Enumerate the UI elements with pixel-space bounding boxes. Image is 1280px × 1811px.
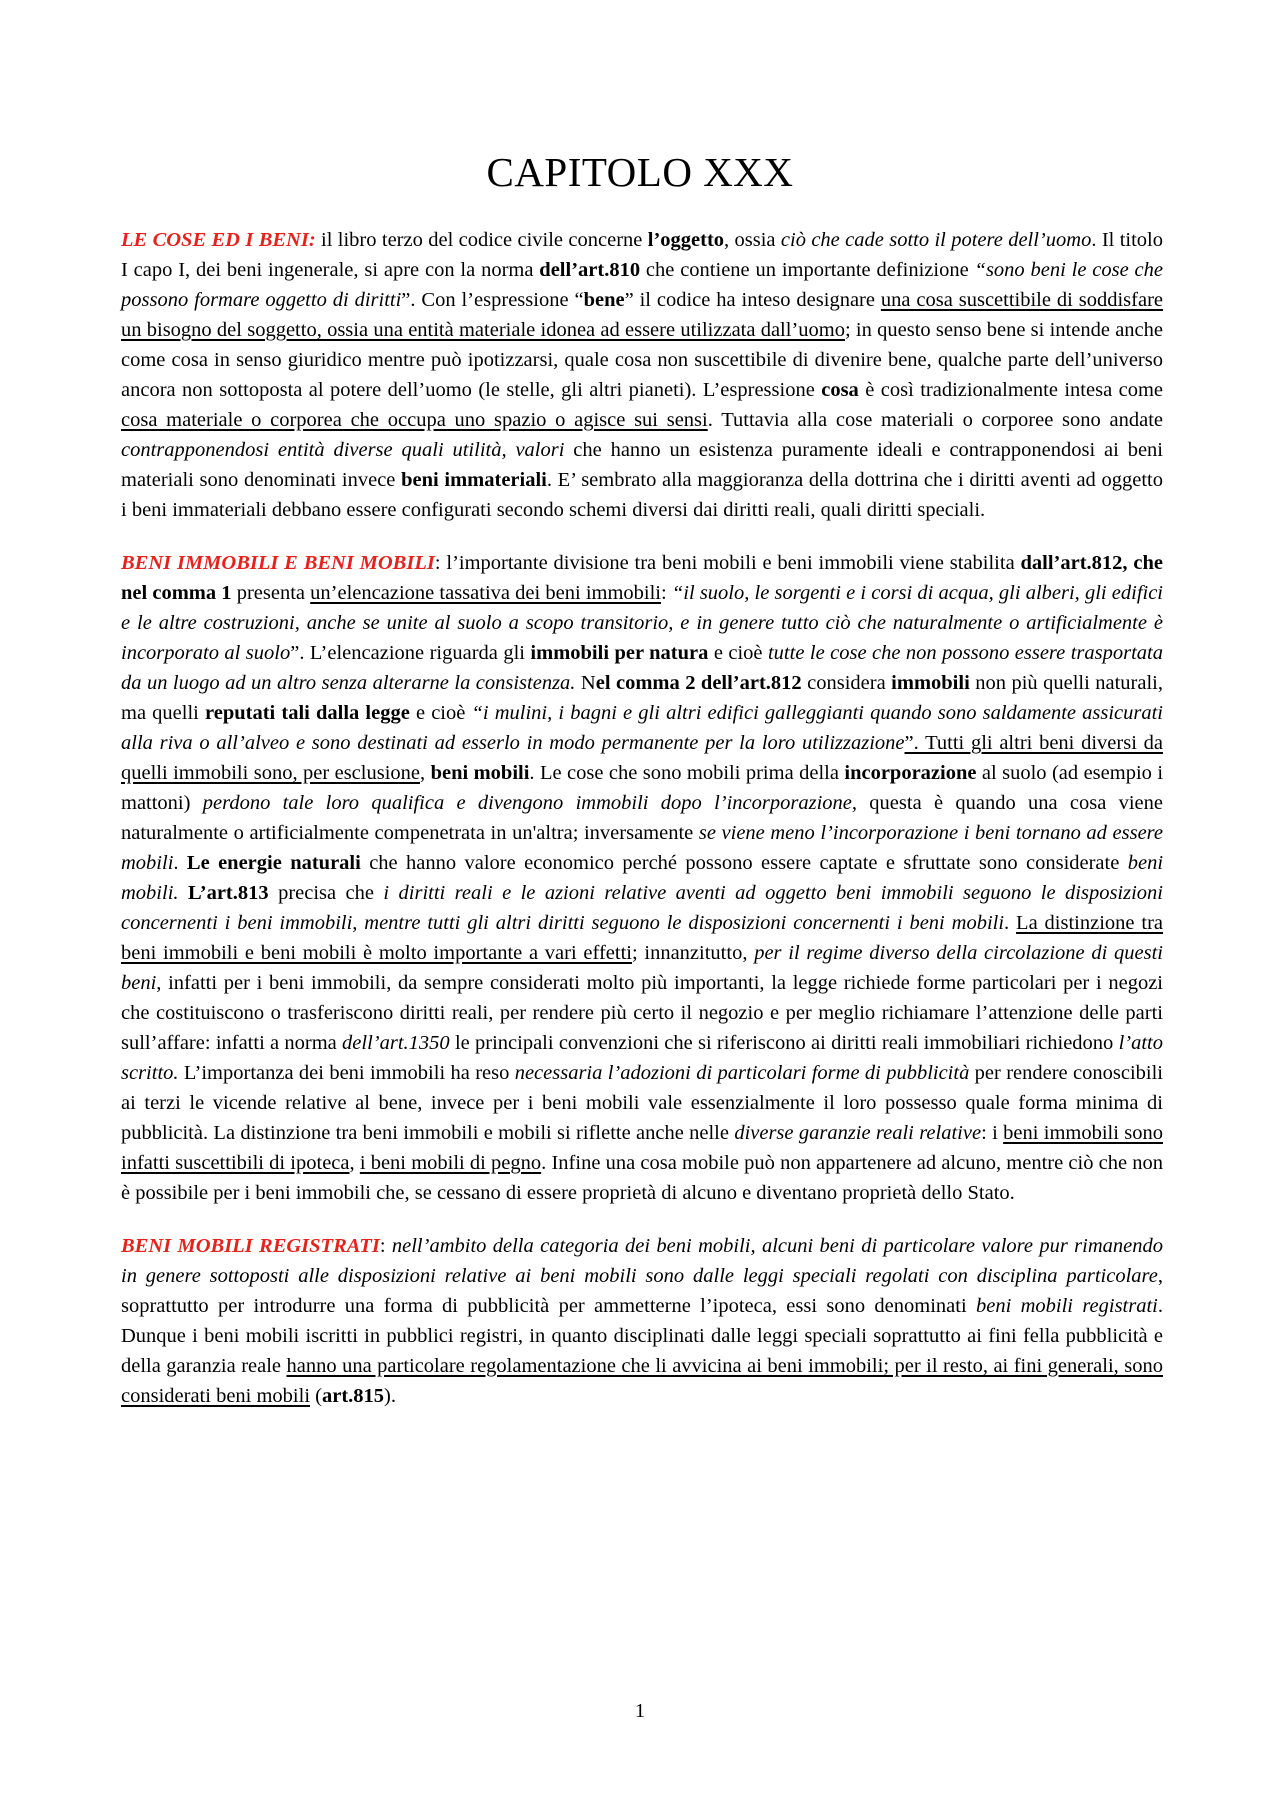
section-heading: LE COSE ED I BENI: [121, 229, 316, 251]
text-run: , ossia [724, 229, 781, 251]
text-run: : i [981, 1122, 1004, 1144]
text-run: . Dunque i beni mobili iscritti in pubblici registri, in quanto disciplinati dalle leggi speciali soprattutto ai fini fella pubblicità e della garanzia reale [121, 1295, 1163, 1377]
italic-run: se viene meno l’incorporazione i beni tornano ad essere mobili [121, 822, 1163, 874]
text-run: . Il titolo I capo I, dei beni ingenerale, si apre con la norma [121, 229, 1164, 281]
text-run: il libro terzo del codice civile concerne [315, 229, 648, 251]
section-heading: BENI MOBILI REGISTRATI [121, 1235, 380, 1257]
italic-run: i diritti reali e le azioni relative aventi ad oggetto beni immobili seguono le disposizioni concernenti i beni immobili, mentre tutti gli altri diritti seguono le disposizioni concernenti i beni mobili [121, 882, 1163, 934]
text-run: al suolo (ad esempio i mattoni) [121, 762, 1164, 814]
bold-run: art.815 [321, 1385, 385, 1407]
text-run: . [1004, 912, 1017, 934]
underlined-run: La distinzione tra beni immobili e beni mobili è molto importante a vari effetti [121, 912, 1164, 964]
paragraph-beni-immobili-e-mobili [121, 548, 1163, 1208]
text-run: , soprattutto per introdurre una forma di pubblicità per ammetterne l’ipoteca, essi sono denominati [121, 1265, 1163, 1317]
bold-run: l’oggetto [647, 229, 725, 251]
text-run: . E’ sembrato alla maggioranza della dottrina che i diritti aventi ad oggetto i beni immateriali debbano essere configurati secondo schemi diversi dai diritti reali, quali diritti speciali. [121, 469, 1163, 521]
italic-run: “il suolo, le sorgenti e i corsi di acqua, gli alberi, gli edifici e le altre costruzioni, anche se unite al suolo a scopo transitorio, e in genere tutto ciò che naturalmente o artificialmente è incorporato al suolo [121, 582, 1164, 664]
bold-run: incorporazione [844, 762, 977, 784]
text-run: precisa che [268, 882, 384, 904]
italic-run: perdono tale loro qualifica e divengono immobili dopo l’incorporazione [202, 792, 852, 814]
italic-run: “i mulini, i bagni e gli altri edifici galleggianti quando sono saldamente assicurati alla riva o all’alveo e sono destinati ad esserlo in modo permanente per la loro utilizzazione [121, 702, 1164, 754]
text-run: L’importanza dei beni immobili ha reso [178, 1062, 515, 1084]
text-run: ( [310, 1385, 322, 1407]
text-run: non più quelli naturali, ma quelli [121, 672, 1163, 724]
bold-run: beni immateriali [401, 469, 547, 491]
text-run: : [379, 1235, 392, 1257]
text-run: le principali convenzioni che si riferiscono ai diritti reali immobiliari richiedono [449, 1032, 1119, 1054]
bold-run: immobili per natura [530, 642, 709, 664]
chapter-title: CAPITOLO XXX [486, 149, 794, 195]
bold-run: bene [583, 289, 625, 311]
italic-run: diverse garanzie reali relative [734, 1122, 982, 1144]
text-run: : l’importante divisione tra beni mobili e beni immobili viene stabilita [434, 552, 1021, 574]
text-run: ” il codice ha inteso designare [624, 289, 881, 311]
text-run: e cioè [409, 702, 472, 724]
text-run: che contiene un importante definizione [640, 259, 975, 281]
text-run: . Infine una cosa mobile può non appartenere ad alcuno, mentre ciò che non è possibile per i beni immobili che, se cessano di essere proprietà di alcuno e diventano proprietà dello Stato. [121, 1152, 1164, 1204]
italic-run: per il regime diverso della circolazione di questi beni [121, 942, 1164, 994]
underlined-run: cosa materiale o corporea che occupa uno spazio o agisce sui sensi [121, 409, 708, 431]
text-run: , [349, 1152, 360, 1174]
bold-run: cosa [821, 379, 859, 401]
underlined-run: ”. Tutti gli altri beni diversi da quelli immobili sono, per esclusione [121, 732, 1163, 784]
underlined-run: un’elencazione tassativa dei beni immobili [310, 582, 661, 604]
italic-run: ciò che cade sotto il potere dell’uomo [780, 229, 1092, 251]
text-run: per rendere conoscibili ai terzi le vicende relative al bene, invece per i beni mobili vale essenzialmente il loro possesso quale forma minima di pubblicità. La distinzione tra beni immobili e mobili si riflette anche nelle [121, 1062, 1163, 1144]
underlined-run: beni immobili sono infatti suscettibili di ipoteca [121, 1122, 1163, 1174]
paragraph-beni-mobili-registrati [121, 1231, 1163, 1411]
page-number: 1 [634, 1700, 646, 1722]
bold-run: reputati tali dalla legge [205, 702, 410, 724]
text-run: N [575, 672, 596, 694]
text-run: , infatti per i beni immobili, da sempre considerati molto più importanti, la legge richiede forme particolari per i negozi che costituiscono o trasferiscono diritti reali, per rendere più certo il negozio e per meglio richiamare l’attenzione delle parti sull’affare: infatti a norma [121, 972, 1163, 1054]
bold-run: el comma 2 dell’art.812 [595, 672, 802, 694]
text-run: che hanno un esistenza puramente ideali e contrapponendosi ai beni materiali sono denominati invece [121, 439, 1163, 491]
text-run: ; in questo senso bene si intende anche come cosa in senso giuridico mentre può ipotizzarsi, quale cosa non suscettibile di divenire bene, qualche parte dell’universo ancora non sottoposta al potere dell’uomo (le stelle, gli altri pianeti). L’espressione [121, 319, 1163, 401]
text-run: ). [384, 1385, 396, 1407]
text-run: ”. Con l’espressione “ [401, 289, 584, 311]
italic-run: l’atto scritto. [121, 1032, 1163, 1084]
italic-run: beni mobili registrati [975, 1295, 1158, 1317]
bold-run: L’art.813 [187, 882, 269, 904]
underlined-run: una cosa suscettibile di soddisfare un bisogno del soggetto, ossia una entità materiale idonea ad essere utilizzata dall’uomo [121, 289, 1163, 341]
italic-run: necessaria l’adozioni di particolari forme di pubblicità [514, 1062, 970, 1084]
text-run: presenta [231, 582, 311, 604]
italic-run: tutte le cose che non possono essere trasportata da un luogo ad un altro senza alterarne la consistenza. [121, 642, 1163, 694]
italic-run: “sono beni le cose che possono formare oggetto di diritti [121, 259, 1164, 311]
underlined-run: hanno una particolare regolamentazione che li avvicina ai beni immobili; per il resto, ai fini generali, sono considerati beni mobili [121, 1355, 1163, 1407]
bold-run: beni mobili [430, 762, 530, 784]
bold-run: immobili [891, 672, 970, 694]
paragraph-le-cose-ed-i-beni [121, 225, 1163, 525]
bold-run: dell’art.810 [539, 259, 641, 281]
text-run: . Tuttavia alla cose materiali o corporee sono andate [707, 409, 1163, 431]
text-run: . [173, 852, 187, 874]
italic-run: dell’art.1350 [342, 1032, 450, 1054]
text-run: è così tradizionalmente intesa come [858, 379, 1163, 401]
text-run: ; innanzitutto, [631, 942, 755, 964]
text-run [179, 882, 188, 904]
underlined-run: i beni mobili di pegno [359, 1152, 542, 1174]
section-heading: BENI IMMOBILI E BENI MOBILI [121, 552, 435, 574]
text-run: . Le cose che sono mobili prima della [529, 762, 845, 784]
text-run: : [661, 582, 672, 604]
text-run: considera [801, 672, 892, 694]
italic-run: contrapponendosi entità diverse quali utilità, valori [121, 439, 565, 461]
bold-run: Le energie naturali [186, 852, 361, 874]
text-run: , questa è quando una cosa viene naturalmente o artificialmente compenetrata in un'altra; inversamente [121, 792, 1163, 844]
italic-run: nell’ambito della categoria dei beni mobili, alcuni beni di particolare valore pur rimanendo in genere sottoposti alle disposizioni relative ai beni mobili sono dalle leggi speciali regolati con disciplina particolare [121, 1235, 1163, 1287]
text-run: , [420, 762, 431, 784]
document-body [121, 225, 1163, 1434]
text-run: ”. L’elencazione riguarda gli [290, 642, 531, 664]
italic-run: beni mobili. [121, 852, 1164, 904]
text-run: e cioè [708, 642, 768, 664]
bold-run: dall’art.812, che nel comma 1 [121, 552, 1163, 604]
text-run: che hanno valore economico perché possono essere captate e sfruttate sono considerate [360, 852, 1128, 874]
